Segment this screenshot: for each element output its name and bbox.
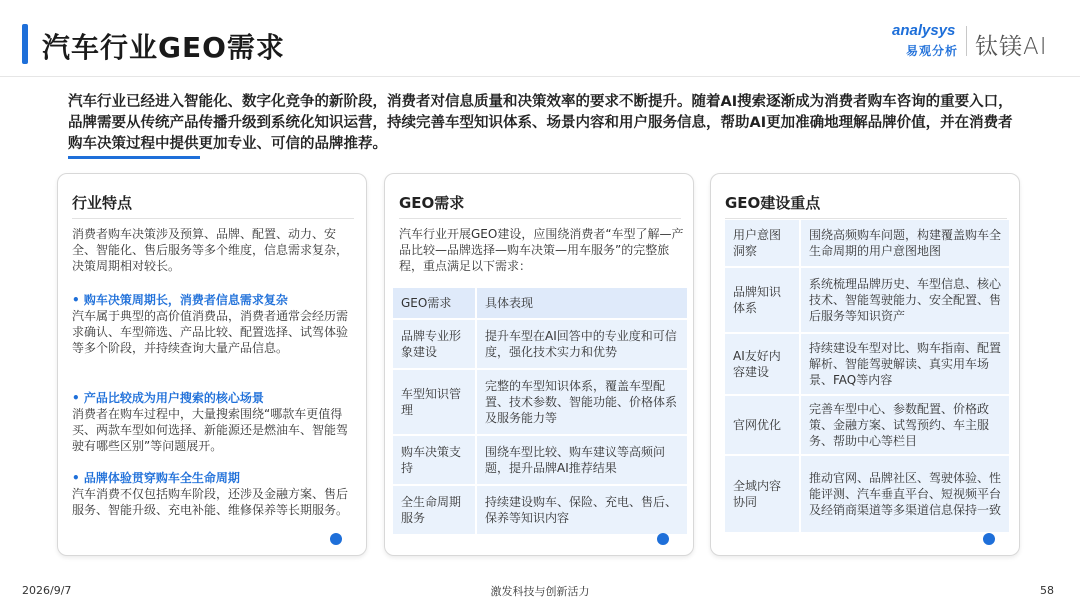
table-header-cell: 具体表现 [477,288,687,318]
point-body: 汽车属于典型的高价值消费品，消费者通常会经历需求确认、车型筛选、产品比较、配置选择、试驾体验等多个阶段，并持续查询大量产品信息。 [72,309,349,355]
table-cell-label: 购车决策支持 [393,436,475,484]
geo-focus-table [723,218,1011,534]
card-geo-demand [384,173,694,556]
card-title: 行业特点 [72,194,133,212]
table-cell-label: 官网优化 [725,396,799,454]
geo-demand-table [391,286,689,536]
table-cell-value: 完整的车型知识体系，覆盖车型配置、技术参数、智能功能、价格体系及服务能力等 [477,370,687,434]
table-row [725,334,1009,394]
logo-divider [966,26,967,56]
table-cell-value: 提升车型在AI回答中的专业度和可信度，强化技术实力和优势 [477,320,687,368]
card-title-divider [72,218,354,219]
table-cell-label: AI友好内容建设 [725,334,799,394]
table-cell-label: 品牌知识体系 [725,268,799,332]
table-cell-label: 车型知识管理 [393,370,475,434]
card-industry-features [57,173,367,556]
page-number: 58 [1040,584,1054,597]
page-title: 汽车行业GEO需求 [42,31,285,64]
table-row [393,370,687,434]
table-cell-label: 全域内容协同 [725,456,799,532]
table-row [725,220,1009,266]
table-cell-value: 围绕车型比较、购车建议等高频问题，提升品牌AI推荐结果 [477,436,687,484]
pager-dot[interactable] [657,533,679,545]
table-cell-value: 系统梳理品牌历史、车型信息、核心技术、智能驾驶能力、安全配置、售后服务等知识资产 [801,268,1009,332]
table-cell-value: 推动官网、品牌社区、驾驶体验、性能评测、汽车垂直平台、短视频平台及经销商渠道等多渠道信息保持一致 [801,456,1009,532]
table-cell-label: 全生命周期服务 [393,486,475,534]
table-row [725,396,1009,454]
table-cell-value: 持续建设购车、保险、充电、售后、保养等知识内容 [477,486,687,534]
pager-dot[interactable] [983,533,1005,545]
point-body: 消费者在购车过程中，大量搜索围绕“哪款车更值得买、两款车型如何选择、新能源还是燃油车、智能驾驶有哪些区别”等问题展开。 [72,407,349,453]
table-row [725,456,1009,532]
table-row [393,320,687,368]
title-accent-bar [22,24,28,64]
header-divider [0,76,1080,77]
card-title: GEO建设重点 [725,194,821,212]
table-row [393,486,687,534]
table-cell-value: 持续建设车型对比、购车指南、配置解析、智能驾驶解读、真实用车场景、FAQ等内容 [801,334,1009,394]
pager-dot[interactable] [330,533,352,545]
taimei-ai-logo: 钛镁AI [975,34,1048,60]
point-heading: • 产品比较成为用户搜索的核心场景 [72,391,264,405]
analysys-logo-text: analysys [892,22,956,39]
table-header-row [393,288,687,318]
card-title-divider [399,218,681,219]
intro-underline [68,156,200,159]
card-title: GEO需求 [399,194,465,212]
table-row [393,436,687,484]
footer-slogan: 激发科技与创新活力 [490,585,590,598]
analysys-logo [892,22,962,62]
point-heading: • 品牌体验贯穿购车全生命周期 [72,471,240,485]
card-intro-text: 消费者购车决策涉及预算、品牌、配置、动力、安全、智能化、售后服务等多个维度，信息需求复杂，决策周期相对较长。 [72,227,349,273]
card-intro-text: 汽车行业开展GEO建设，应围绕消费者“车型了解—产品比较—品牌选择—购车决策—用车服务”的完整旅程，重点满足以下需求： [399,227,684,273]
table-cell-value: 围绕高频购车问题，构建覆盖购车全生命周期的用户意图地图 [801,220,1009,266]
analysys-logo-cn: 易观分析 [906,44,959,58]
table-cell-label: 用户意图洞察 [725,220,799,266]
intro-paragraph: 汽车行业已经进入智能化、数字化竞争的新阶段，消费者对信息质量和决策效率的要求不断提升。随着AI搜索逐渐成为消费者购车咨询的重要入口，品牌需要从传统产品传播升级到系统化知识运营，持续完善车型知识体系、场景内容和用户服务信息，帮助AI更加准确地理解品牌价值，并在消费者购车决策过程中提供更加专业、可信的品牌推荐。 [68,94,1013,152]
point-heading: • 购车决策周期长，消费者信息需求复杂 [72,293,288,307]
footer-date: 2026/9/7 [22,584,72,597]
card-geo-focus [710,173,1020,556]
table-cell-label: 品牌专业形象建设 [393,320,475,368]
table-cell-value: 完善车型中心、参数配置、价格政策、金融方案、试驾预约、车主服务、帮助中心等栏目 [801,396,1009,454]
table-row [725,268,1009,332]
point-body: 汽车消费不仅包括购车阶段，还涉及金融方案、售后服务、智能升级、充电补能、维修保养等长期服务。 [72,487,349,517]
table-header-cell: GEO需求 [393,288,475,318]
